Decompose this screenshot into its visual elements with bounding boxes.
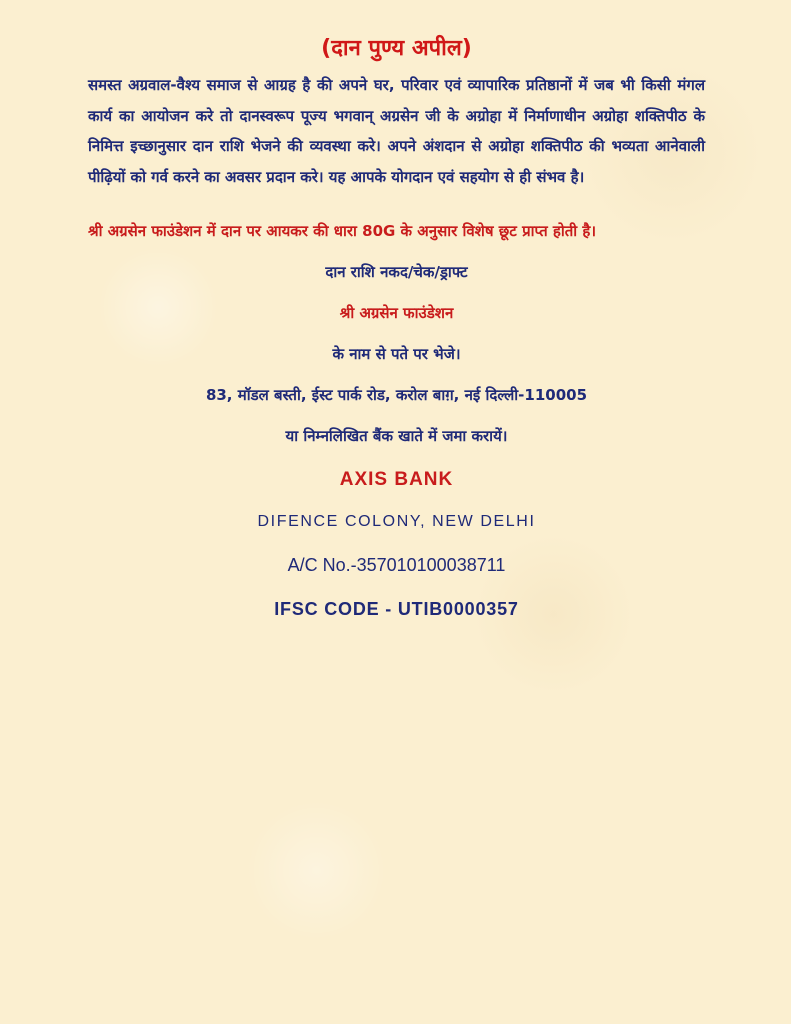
bank-branch: DIFENCE COLONY, NEW DELHI	[257, 512, 536, 530]
page-title: (दान पुण्य अपील)	[321, 36, 472, 61]
bank-name: AXIS BANK	[339, 468, 454, 490]
bank-ifsc-code: IFSC CODE - UTIB0000357	[274, 598, 519, 619]
send-instruction: के नाम से पते पर भेजे।	[332, 344, 461, 363]
appeal-body: समस्त अग्रवाल-वैश्य समाज से आग्रह है की अपने घर, परिवार एवं व्यापारिक प्रतिष्ठानों में जब भी किसी मंगल कार्य का आयोजन करे तो दानस्वरूप पूज्य भगवान् अग्रसेन जी के अग्रोहा में निर्माणाधीन अग्रोहा शक्तिपीठ के निमित्त इच्छानुसार दान राशि भेजने की व्यवस्था करे। अपने अंशदान से अग्रोहा शक्तिपीठ की भव्यता आनेवाली पीढ़ियों को गर्व करने का अवसर प्रदान करे। यह आपके योगदान एवं सहयोग से ही संभव है।	[88, 76, 705, 186]
payment-modes: दान राशि नकद/चेक/ड्राफ्ट	[325, 262, 468, 281]
bank-account-number: A/C No.-357010100038711	[287, 554, 506, 575]
bank-deposit-instruction: या निम्नलिखित बैंक खाते में जमा करायें।	[285, 426, 508, 445]
payee-name: श्री अग्रसेन फाउंडेशन	[339, 303, 454, 322]
postal-address: 83, मॉडल बस्ती, ईस्ट पार्क रोड, करोल बाग़, नई दिल्ली-110005	[205, 385, 588, 404]
tax-exemption-note: श्री अग्रसेन फाउंडेशन में दान पर आयकर की धारा 80G के अनुसार विशेष छूट प्राप्त होती है।	[88, 222, 597, 240]
